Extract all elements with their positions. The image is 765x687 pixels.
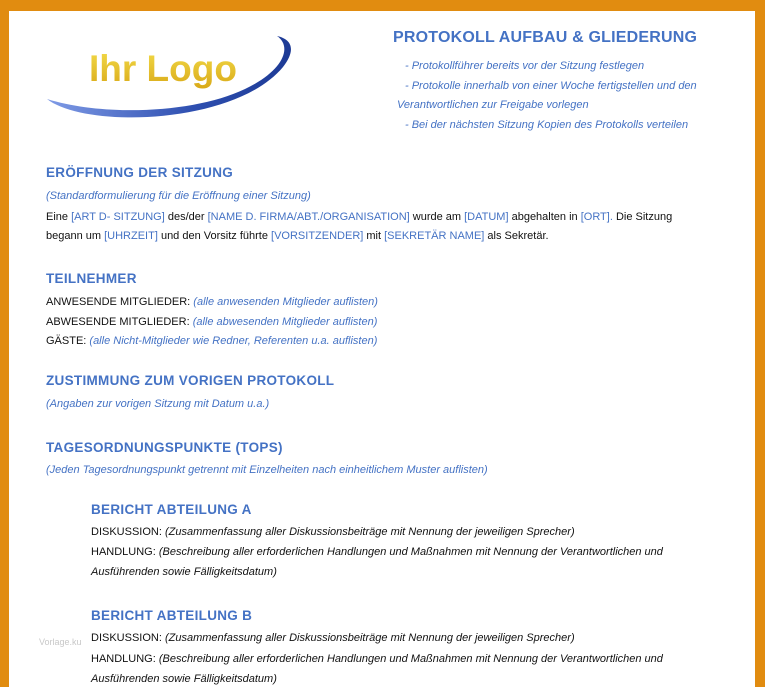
placeholder-time: [UHRZEIT]: [104, 230, 158, 242]
page-title: PROTOKOLL AUFBAU & GLIEDERUNG: [393, 29, 698, 46]
placeholder-organisation: [NAME D. FIRMA/ABT./ORGANISATION]: [207, 211, 410, 223]
participants-present: ANWESENDE MITGLIEDER: (alle anwesenden Mitglieder auflisten): [46, 296, 378, 308]
placeholder-meeting-type: [ART D- SITZUNG]: [71, 211, 165, 223]
section-heading-participants: TEILNEHMER: [46, 271, 137, 286]
report-b-discussion: DISKUSSION: (Zusammenfassung aller Diskussionsbeiträge mit Nennung der jeweiligen Sprecher): [91, 632, 575, 644]
opening-line-1: Eine [ART D- SITZUNG] des/der [NAME D. FIRMA/ABT./ORGANISATION] wurde am [DATUM] abgehalten in [ORT]. Die Sitzung: [46, 211, 673, 223]
report-a-action-cont: Ausführenden sowie Fälligkeitsdatum): [91, 566, 277, 578]
document-page: [9, 11, 755, 687]
logo: [45, 33, 295, 123]
report-heading-a: BERICHT ABTEILUNG A: [91, 502, 252, 517]
report-b-action-cont: Ausführenden sowie Fälligkeitsdatum): [91, 673, 277, 685]
report-a-discussion: DISKUSSION: (Zusammenfassung aller Diskussionsbeiträge mit Nennung der jeweiligen Sprecher): [91, 526, 575, 538]
section-heading-approval: ZUSTIMMUNG ZUM VORIGEN PROTOKOLL: [46, 373, 335, 388]
note-line: - Protokolle innerhalb von einer Woche fertigstellen und den: [405, 79, 697, 92]
opening-hint: (Standardformulierung für die Eröffnung einer Sitzung): [46, 190, 311, 202]
opening-line-2: begann um [UHRZEIT] und den Vorsitz führte [VORSITZENDER] mit [SEKRETÄR NAME] als Sekretär.: [46, 230, 549, 242]
approval-hint: (Angaben zur vorigen Sitzung mit Datum u.a.): [46, 398, 270, 410]
section-heading-agenda: TAGESORDNUNGSPUNKTE (TOPS): [46, 440, 283, 455]
placeholder-date: [DATUM]: [464, 211, 509, 223]
note-line: - Bei der nächsten Sitzung Kopien des Protokolls verteilen: [405, 118, 689, 131]
agenda-hint: (Jeden Tagesordnungspunkt getrennt mit Einzelheiten nach einheitlichem Muster auflisten): [46, 464, 488, 476]
report-a-action: HANDLUNG: (Beschreibung aller erforderlichen Handlungen und Maßnahmen mit Nennung der Verantwortlichen und: [91, 546, 663, 558]
header-notes: [397, 57, 725, 135]
watermark: Vorlage.ku: [39, 637, 82, 647]
note-line: Verantwortlichen zur Freigabe vorlegen: [397, 99, 589, 111]
note-line: - Protokollführer bereits vor der Sitzung festlegen: [405, 60, 645, 72]
participants-guests: GÄSTE: (alle Nicht-Mitglieder wie Redner, Referenten u.a. auflisten): [46, 335, 378, 347]
placeholder-place: [ORT].: [580, 211, 613, 223]
placeholder-secretary: [SEKRETÄR NAME]: [384, 230, 485, 242]
logo-text: Ihr Logo: [89, 48, 237, 89]
report-heading-b: BERICHT ABTEILUNG B: [91, 608, 253, 623]
placeholder-chair: [VORSITZENDER]: [271, 230, 364, 242]
section-heading-opening: ERÖFFNUNG DER SITZUNG: [46, 165, 234, 180]
participants-absent: ABWESENDE MITGLIEDER: (alle abwesenden Mitglieder auflisten): [46, 316, 378, 328]
report-b-action: HANDLUNG: (Beschreibung aller erforderlichen Handlungen und Maßnahmen mit Nennung der Verantwortlichen und: [91, 653, 663, 665]
